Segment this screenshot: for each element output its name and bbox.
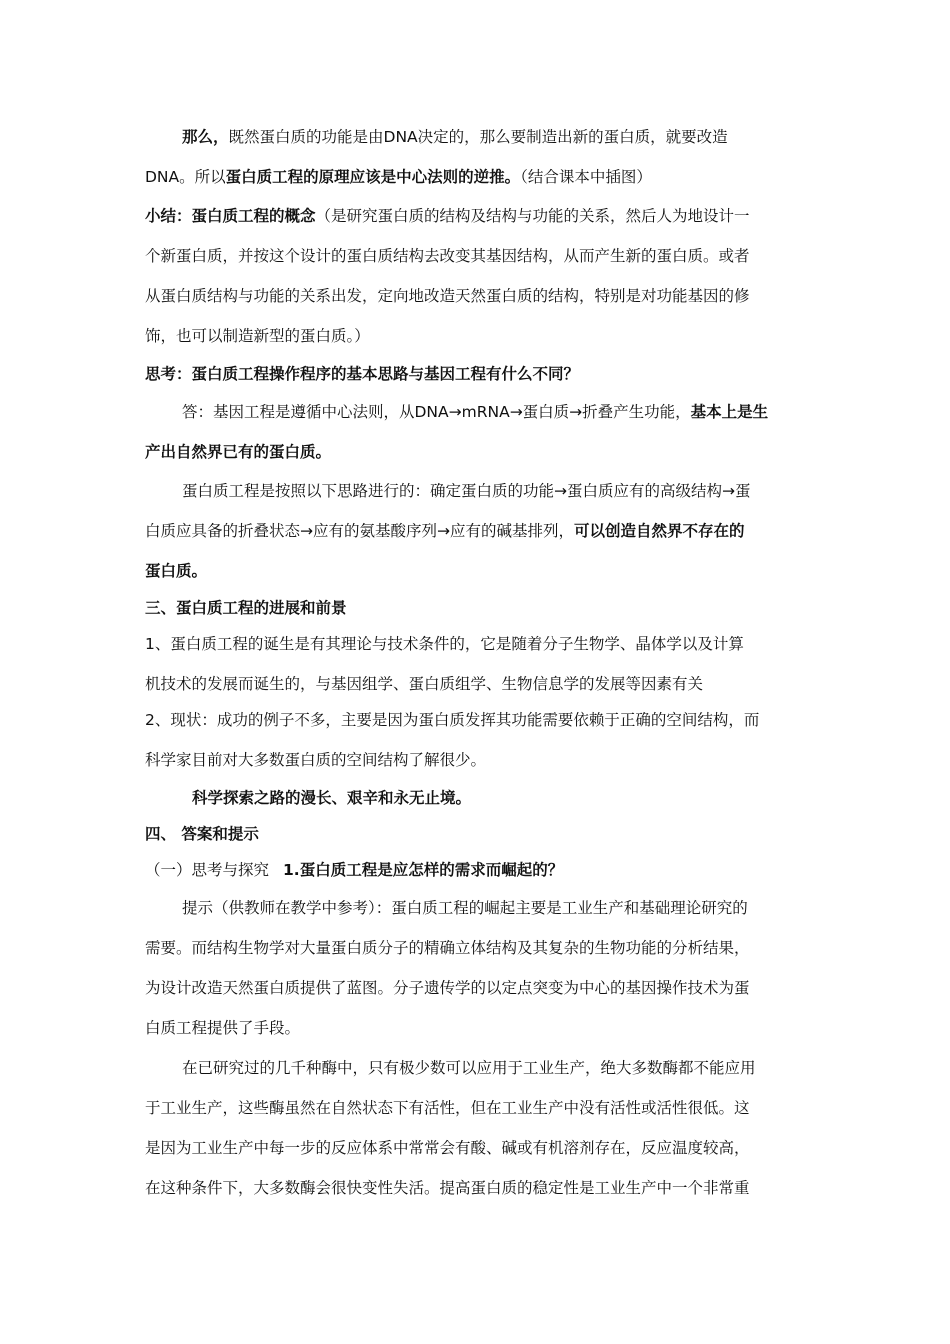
paragraph-line — [145, 166, 810, 188]
summary-line: 个新蛋白质，并按这个设计的蛋白质结构去改变其基因结构，从而产生新的蛋白质。或者 — [145, 247, 750, 265]
summary-line: 饰，也可以制造新型的蛋白质。） — [145, 327, 370, 345]
list-item-line: 1、蛋白质工程的诞生是有其理论与技术条件的，它是随着分子生物学、晶体学以及计算 — [145, 635, 744, 653]
summary-line: 从蛋白质结构与功能的关系出发，定向地改造天然蛋白质的结构，特别是对功能基因的修 — [145, 287, 750, 305]
summary-label: 小结：蛋白质工程的概念 — [145, 207, 316, 225]
bold-text: 那么， — [182, 128, 229, 146]
bold-text: 蛋白质工程的原理应该是中心法则的逆推。 — [225, 168, 521, 186]
answer-line: 产出自然界已有的蛋白质。 — [145, 443, 332, 461]
motto-line: 科学探索之路的漫长、艰辛和永无止境。 — [192, 789, 472, 807]
paragraph-line: 是因为工业生产中每一步的反应体系中常常会有酸、碱或有机溶剂存在，反应温度较高， — [145, 1139, 750, 1157]
text: （结合课本中插图） — [520, 168, 652, 186]
paragraph-line: 于工业生产，这些酶虽然在自然状态下有活性，但在工业生产中没有活性或活性很低。这 — [145, 1099, 750, 1117]
bold-text: 可以创造自然界不存在的 — [573, 522, 745, 540]
text: DNA。所以 — [145, 168, 226, 186]
bold-text: 基本上是生 — [690, 403, 769, 421]
paragraph-line: 需要。而结构生物学对大量蛋白质分子的精确立体结构及其复杂的生物功能的分析结果， — [145, 939, 750, 957]
list-item-line: 科学家目前对大多数蛋白质的空间结构了解很少。 — [145, 751, 487, 769]
paragraph-line: 在这种条件下，大多数酶会很快变性失活。提高蛋白质的稳定性是工业生产中一个非常重 — [145, 1179, 750, 1197]
list-item-line: 机技术的发展而诞生的，与基因组学、蛋白质组学、生物信息学的发展等因素有关 — [145, 675, 704, 693]
summary-line — [145, 205, 810, 227]
text: （是研究蛋白质的结构及结构与功能的关系，然后人为地设计一 — [315, 207, 750, 225]
think-question: 思考：蛋白质工程操作程序的基本思路与基因工程有什么不同？ — [145, 365, 580, 383]
list-item-line: 2、现状：成功的例子不多，主要是因为蛋白质发挥其功能需要依赖于正确的空间结构，而 — [145, 711, 760, 729]
paragraph-line — [145, 520, 810, 542]
paragraph-line: 蛋白质工程是按照以下思路进行的：确定蛋白质的功能→蛋白质应有的高级结构→蛋 — [182, 482, 751, 500]
paragraph-line — [182, 126, 810, 148]
paragraph-line: 提示（供教师在教学中参考）：蛋白质工程的崛起主要是工业生产和基础理论研究的 — [182, 899, 748, 917]
text: 答：基因工程是遵循中心法则，从DNA→mRNA→蛋白质→折叠产生功能， — [182, 403, 691, 421]
answer-line — [182, 401, 810, 423]
section-heading: 四、 答案和提示 — [145, 825, 259, 843]
text: （一）思考与探究 — [145, 861, 270, 879]
paragraph-line: 为设计改造天然蛋白质提供了蓝图。分子遗传学的以定点突变为中心的基因操作技术为蛋 — [145, 979, 750, 997]
paragraph-line: 在已研究过的几千种酶中，只有极少数可以应用于工业生产，绝大多数酶都不能应用 — [182, 1059, 756, 1077]
subsection-line — [145, 859, 810, 881]
paragraph-line: 白质工程提供了手段。 — [145, 1019, 301, 1037]
section-heading: 三、蛋白质工程的进展和前景 — [145, 599, 347, 617]
text: 既然蛋白质的功能是由DNA决定的，那么要制造出新的蛋白质，就要改造 — [228, 128, 728, 146]
bold-text: 1.蛋白质工程是应怎样的需求而崛起的？ — [283, 861, 564, 879]
paragraph-line: 蛋白质。 — [145, 562, 208, 580]
text: 白质应具备的折叠状态→应有的氨基酸序列→应有的碱基排列， — [145, 522, 574, 540]
